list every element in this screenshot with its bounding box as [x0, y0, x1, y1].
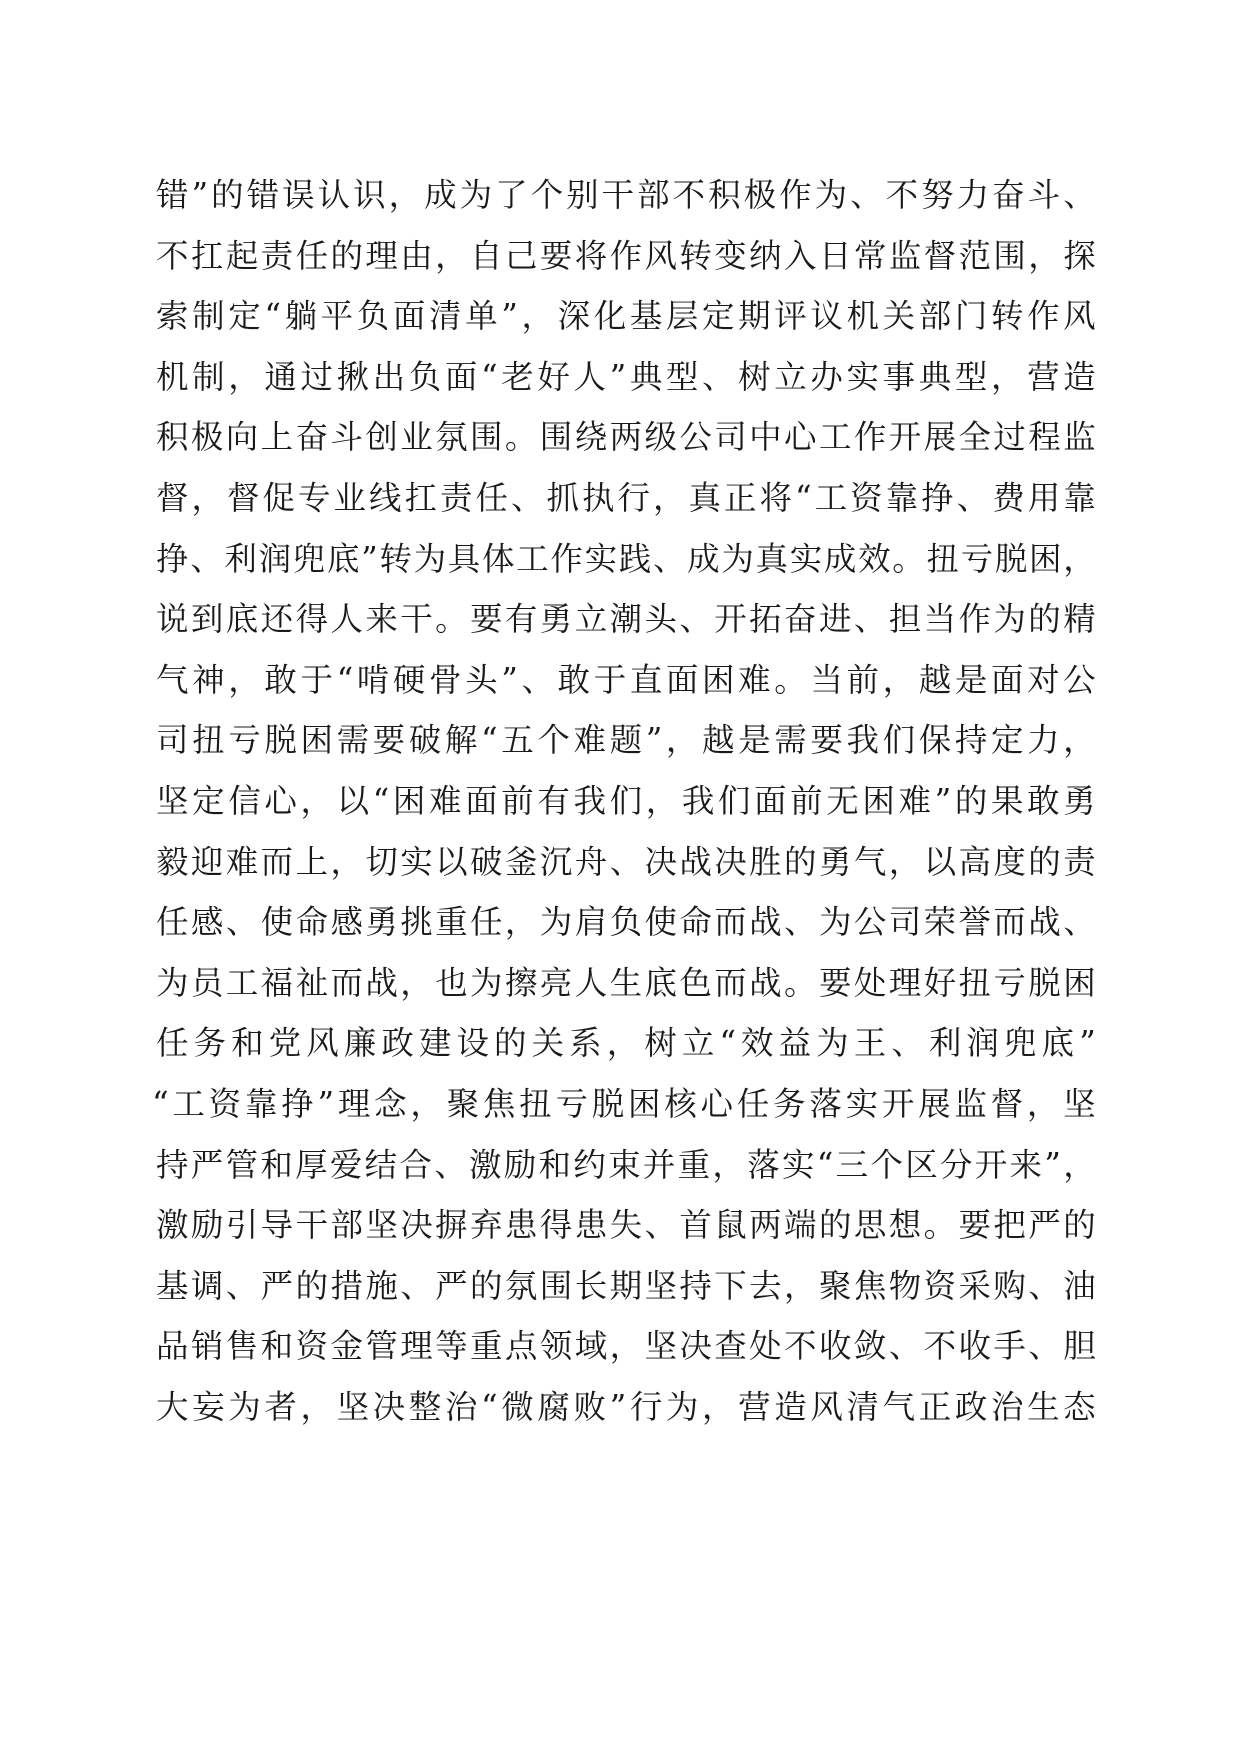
text-line: 错”的错误认识，成为了个别干部不积极作为、不努力奋斗、 — [156, 176, 1096, 214]
text-line: 积极向上奋斗创业氛围。围绕两级公司中心工作开展全过程监 — [156, 418, 1096, 457]
text-line: 任感、使命感勇挑重任，为肩负使命而战、为公司荣誉而战、 — [156, 903, 1096, 942]
text-line: 挣、利润兜底”转为具体工作实践、成为真实成效。扭亏脱困， — [156, 539, 1096, 578]
text-line: 督，督促专业线扛责任、抓执行，真正将“工资靠挣、费用靠 — [156, 478, 1096, 517]
text-line: 气神，敢于“啃硬骨头”、敢于直面困难。当前，越是面对公 — [156, 660, 1096, 699]
text-line: 说到底还得人来干。要有勇立潮头、开拓奋进、担当作为的精 — [156, 600, 1096, 639]
text-line: 大妄为者，坚决整治“微腐败”行为，营造风清气正政治生态 — [156, 1387, 1096, 1426]
text-line: 司扭亏脱困需要破解“五个难题”，越是需要我们保持定力， — [156, 721, 1096, 760]
text-line: 持严管和厚爱结合、激励和约束并重，落实“三个区分开来”， — [156, 1145, 1096, 1184]
text-line: 索制定“躺平负面清单”，深化基层定期评议机关部门转作风 — [156, 297, 1096, 336]
text-line: 不扛起责任的理由，自己要将作风转变纳入日常监督范围，探 — [156, 236, 1096, 275]
text-line: 坚定信心，以“困难面前有我们，我们面前无困难”的果敢勇 — [156, 781, 1096, 820]
text-line: 毅迎难而上，切实以破釜沉舟、决战决胜的勇气，以高度的责 — [156, 842, 1096, 881]
body-text — [152, 165, 1096, 1437]
text-line: 基调、严的措施、严的氛围长期坚持下去，聚焦物资采购、油 — [156, 1266, 1096, 1305]
text-line: 机制，通过揪出负面“老好人”典型、树立办实事典型，营造 — [156, 357, 1096, 396]
text-line: 为员工福祉而战，也为擦亮人生底色而战。要处理好扭亏脱困 — [156, 963, 1096, 1002]
text-line: 任务和党风廉政建设的关系，树立“效益为王、利润兜底” — [156, 1024, 1096, 1063]
text-line: “工资靠挣”理念，聚焦扭亏脱困核心任务落实开展监督，坚 — [152, 1084, 1096, 1123]
text-line: 激励引导干部坚决摒弃患得患失、首鼠两端的思想。要把严的 — [156, 1206, 1096, 1245]
text-line: 品销售和资金管理等重点领域，坚决查处不收敛、不收手、胆 — [156, 1327, 1096, 1366]
